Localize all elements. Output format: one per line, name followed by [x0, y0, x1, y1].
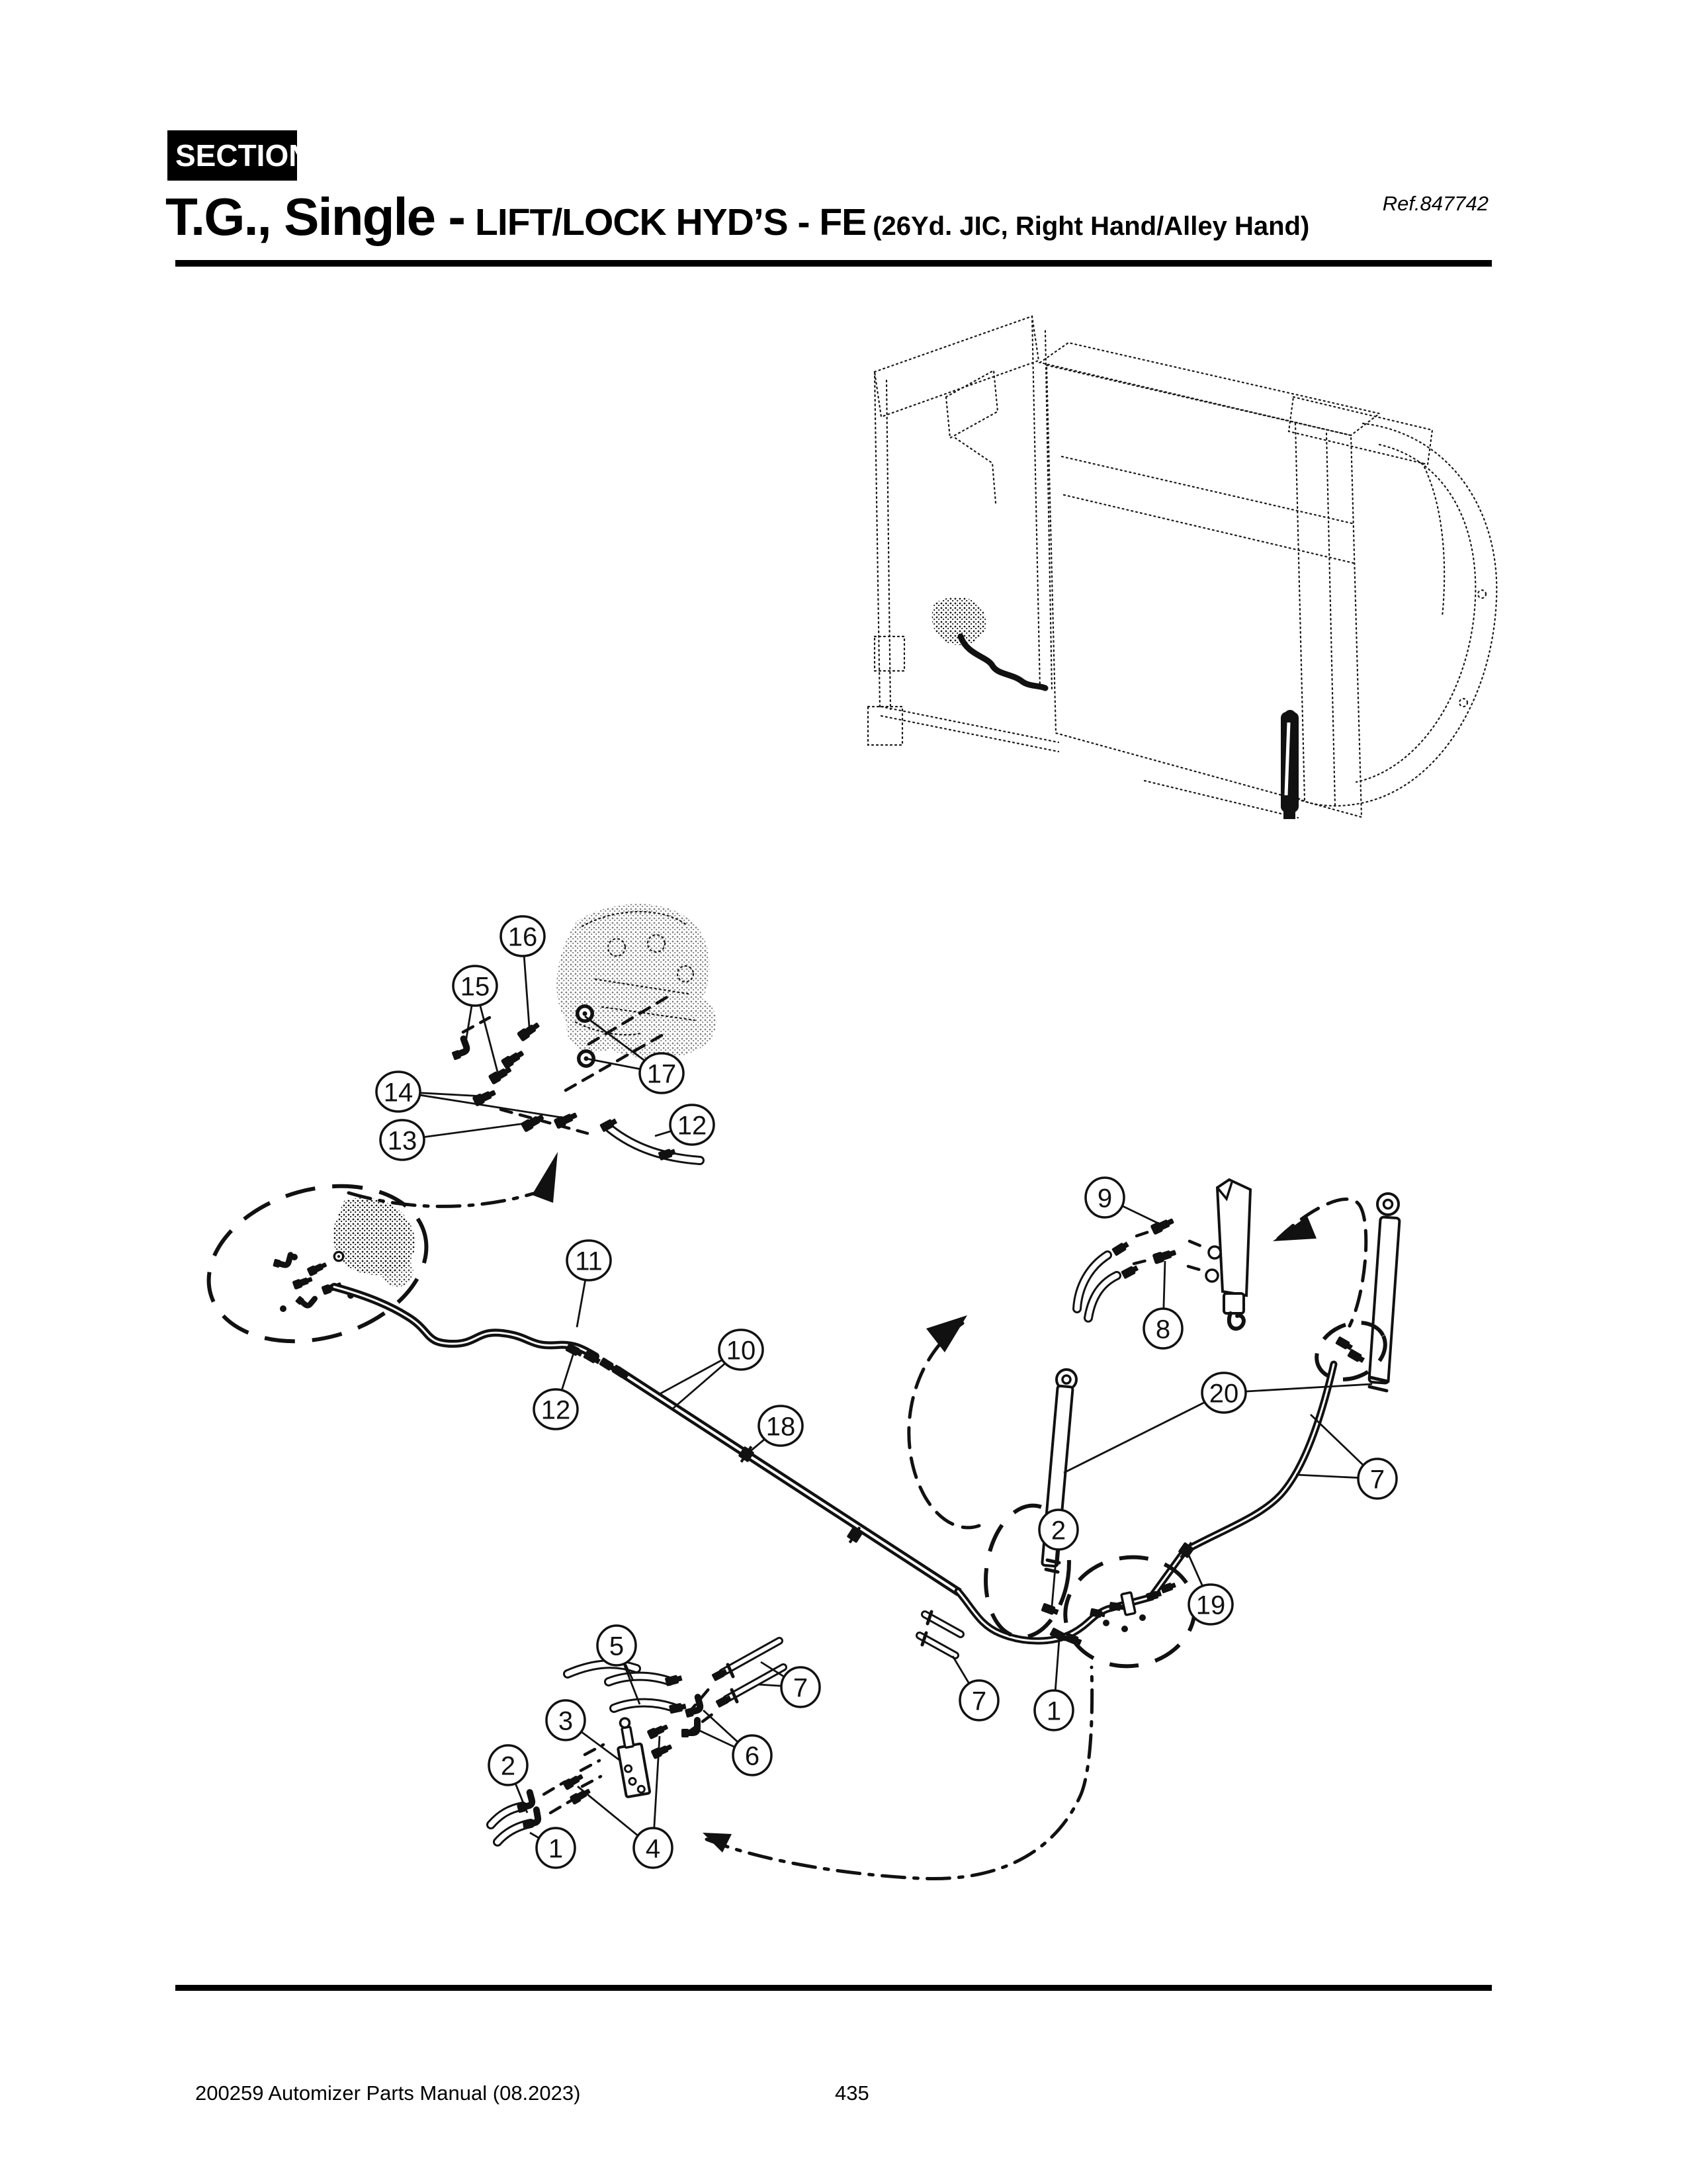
- leader-line: [1244, 1384, 1372, 1391]
- callout-16: [501, 916, 544, 1027]
- leader-line: [1123, 1206, 1160, 1224]
- leader-line: [1164, 1261, 1165, 1309]
- title-main: T.G., Single -: [165, 187, 465, 246]
- leader-line: [1311, 1415, 1363, 1465]
- leader-line: [673, 1363, 726, 1409]
- callout-number: 7: [971, 1686, 987, 1716]
- callout-7: [1296, 1415, 1397, 1499]
- footer-page-number: 435: [835, 2081, 869, 2105]
- arrow-icon: [1273, 1216, 1317, 1241]
- callout-number: 18: [765, 1412, 796, 1442]
- callout-9: [1086, 1178, 1160, 1224]
- callout-number: 5: [609, 1632, 625, 1661]
- leader-line: [480, 1005, 497, 1072]
- callout-8: [1144, 1261, 1182, 1348]
- leader-line: [1055, 1639, 1059, 1690]
- callout-layer: [376, 916, 1397, 1868]
- arrow-icon: [532, 1152, 558, 1203]
- callout-19: [1187, 1551, 1233, 1624]
- leader-line: [465, 1006, 472, 1046]
- callout-number: 8: [1155, 1315, 1171, 1344]
- callout-number: 16: [507, 922, 538, 952]
- callout-number: 15: [460, 972, 490, 1002]
- tube-10: [611, 1364, 959, 1593]
- callout-number: 13: [387, 1126, 417, 1156]
- callout-number: 7: [793, 1673, 808, 1703]
- leader-line: [586, 1059, 642, 1069]
- callout-1: [1035, 1639, 1073, 1730]
- title-sub: LIFT/LOCK HYD’S - FE: [475, 201, 867, 243]
- title-paren: (26Yd. JIC, Right Hand/Alley Hand): [873, 212, 1310, 241]
- leader-line: [530, 1833, 539, 1838]
- valve-body: [613, 1716, 650, 1797]
- leader-line: [1187, 1551, 1203, 1587]
- callout-12: [655, 1105, 714, 1145]
- footer-manual-info: 200259 Automizer Parts Manual (08.2023): [195, 2081, 581, 2105]
- leader-line: [524, 956, 529, 1027]
- swivel-cluster-right: [1059, 1549, 1202, 1675]
- callout-7: [953, 1656, 998, 1720]
- truck-body-sketch: [868, 316, 1496, 819]
- callout-number: 9: [1097, 1184, 1113, 1213]
- truck-hose-blob: [932, 597, 1045, 688]
- callout-number: 1: [548, 1834, 564, 1864]
- leader-line: [562, 1353, 574, 1390]
- callout-number: 11: [575, 1246, 603, 1276]
- callout-number: 19: [1195, 1591, 1226, 1620]
- leader-line: [758, 1684, 781, 1686]
- callout-13: [380, 1120, 530, 1160]
- callout-10: [658, 1330, 763, 1409]
- callout-number: 10: [726, 1336, 756, 1366]
- leader-line: [422, 1123, 530, 1137]
- callout-number: 12: [677, 1111, 707, 1141]
- leader-line: [1064, 1401, 1206, 1473]
- lock-cylinder: [1206, 1180, 1250, 1329]
- callout-number: 6: [744, 1741, 760, 1771]
- leader-line: [1296, 1475, 1358, 1478]
- hoses-9-8: [1077, 1216, 1205, 1318]
- callout-number: 2: [1051, 1516, 1066, 1546]
- tube-ends-7-right: [920, 1612, 961, 1655]
- callout-7: [758, 1662, 820, 1707]
- control-valve-sketch: [556, 904, 716, 1059]
- lift-cylinder-right: [1307, 1194, 1400, 1391]
- callout-14: [376, 1072, 562, 1117]
- reference-number: Ref.847742: [1382, 192, 1489, 215]
- leader-line: [582, 1732, 619, 1760]
- callout-3: [546, 1700, 619, 1760]
- leader-line: [658, 1359, 724, 1395]
- footer-divider: [175, 1985, 1492, 1991]
- callout-18: [748, 1406, 802, 1453]
- callout-number: 4: [645, 1834, 661, 1864]
- arrow-icon: [926, 1315, 967, 1352]
- callout-12: [534, 1353, 578, 1429]
- left-manifold-ellipse: [191, 1162, 445, 1366]
- callout-number: 1: [1046, 1696, 1062, 1726]
- callout-number: 2: [500, 1751, 516, 1781]
- callout-number: 12: [541, 1395, 571, 1425]
- hose-11: [334, 1287, 617, 1373]
- callout-number: 14: [383, 1078, 413, 1108]
- hose-loop-and-run: [958, 1364, 1334, 1647]
- leader-line: [577, 1280, 585, 1327]
- lift-cylinder-left: [978, 1370, 1078, 1643]
- callout-number: 3: [558, 1706, 574, 1736]
- leader-line: [748, 1438, 765, 1453]
- truck-cylinder: [1281, 710, 1299, 819]
- callout-6: [700, 1710, 771, 1775]
- leader-line: [953, 1656, 969, 1683]
- callout-1: [530, 1828, 575, 1868]
- callout-number: 7: [1369, 1465, 1385, 1495]
- callout-11: [567, 1241, 611, 1327]
- callout-number: 20: [1209, 1379, 1239, 1409]
- section-label: SECTION 2: [175, 138, 343, 173]
- callout-number: 17: [646, 1059, 677, 1089]
- arrow-icon: [703, 1833, 732, 1853]
- leader-line: [703, 1710, 738, 1742]
